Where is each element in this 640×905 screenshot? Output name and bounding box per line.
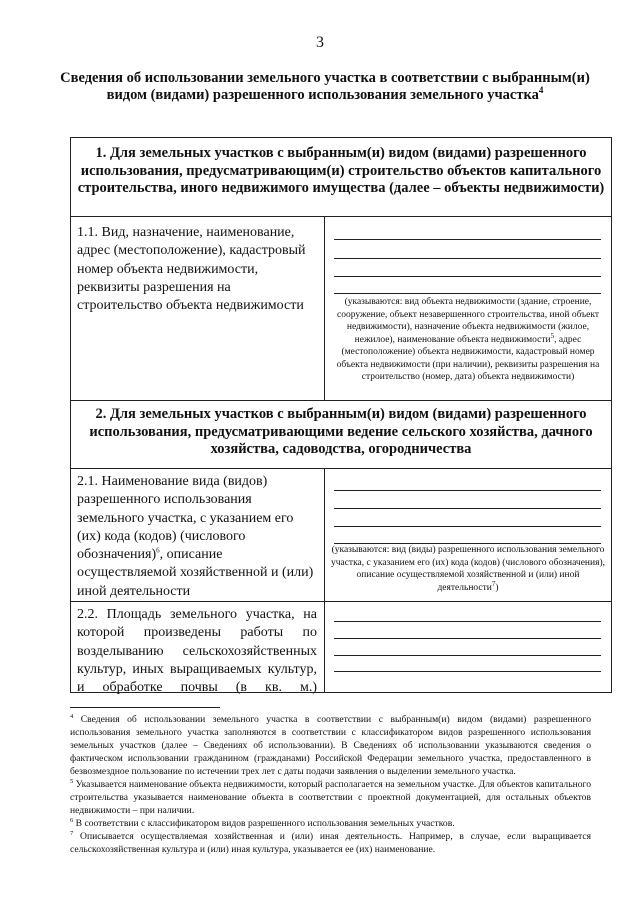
title-footnote-ref: 4: [538, 85, 544, 96]
item-1-1-hint: [329, 296, 607, 384]
item-2-1-bottom-divider: [71, 601, 611, 602]
footnote-5-text: Указывается наименование объекта недвижимости, который располагается на земельном участке. Для объектов капитального строительства указывается наименование объекта в соответствии с проектной документацией, для остальных объектов недвижимости – при наличии.: [70, 779, 591, 816]
hint-2-1-part1: (указываются: вид (виды) разрешенного использования земельного участка, с указанием его (их) кода (кодов) (числового обозначения), описание осуществляемой хозяйственной и (или) иной деятельности: [330, 545, 606, 593]
input-line-2-2-c[interactable]: [334, 655, 601, 656]
label-2-1-ref: 6: [156, 546, 160, 555]
section1-bottom-divider: [71, 400, 611, 401]
footnote-6: [70, 817, 591, 830]
item-2-2-label: 2.2. Площадь земельного участка, на которой произведены работы по возделыванию сельскохозяйственных культур, иных выращиваемых культур, и обработке почвы (в кв. м.): [77, 607, 317, 696]
section2-heading-divider: [71, 468, 611, 469]
footnote-6-text: В соответствии с классификатором видов разрешенного использования земельных участков.: [75, 818, 455, 829]
footnotes: [70, 713, 591, 856]
column-divider-2: [324, 468, 325, 692]
footnote-4-text: Сведения об использовании земельного участка в соответствии с выбранным(и) видом (видами) разрешенного использования земельного участка заполняются в соответствии с классификатором видов разрешенного использования земельных участков (далее – Сведениях об использовании). В Сведениях об использовании указываются сведения о фактическом использовании гражданином (гражданами) Российской Федерации земельного участка, предоставленного в безвозмездное пользование по истечении трех лет с даты подачи заявления о выделении земельного участка.: [70, 714, 591, 777]
label-2-1-part2: , описание осуществляемой хозяйственной и (или) иной деятельности: [77, 547, 314, 599]
footnote-7-ref: 7: [70, 829, 74, 837]
title-text: Сведения об использовании земельного участка в соответствии с выбранным(и) видом (видами) разрешенного использования земельного участка: [60, 70, 590, 103]
input-line-2-2-a[interactable]: [334, 621, 601, 622]
section2-heading: 2. Для земельных участков с выбранным(и) видом (видами) разрешенного использования, предусматривающими ведение сельского хозяйства, дачного хозяйства, садоводства, огородничества: [89, 406, 593, 457]
footnote-separator: [70, 707, 220, 708]
hint-1-1-part2: , адрес (местоположение) объекта недвижимости, кадастровый номер объекта недвижимости (при наличии), реквизиты разрешения на строительство (номер, дата) объекта недвижимости): [336, 334, 600, 382]
item-1-1-label: 1.1. Вид, назначение, наименование, адрес (местоположение), кадастровый номер объекта недвижимости, реквизиты разрешения на строительство объекта недвижимости: [77, 225, 306, 314]
input-line-2-1-b[interactable]: [334, 508, 601, 509]
footnote-7-text: Описывается осуществляемая хозяйственная и (или) иная деятельность. Например, в случае, если выращивается сельскохозяйственная культура и (или) иная культура, указывается ее (их) наименование.: [70, 831, 591, 855]
label-2-1-part1: 2.1. Наименование вида (видов) разрешенного использования земельного участка, с указанием его (их) кода (кодов) (числового обозначения): [77, 474, 294, 563]
input-line-1-1-b[interactable]: [334, 258, 601, 259]
item-2-1-hint: [329, 544, 607, 594]
footnote-4: [70, 713, 591, 778]
document-title: [60, 70, 590, 104]
hint-1-1-ref: 5: [550, 331, 555, 340]
input-line-2-1-c[interactable]: [334, 526, 601, 527]
footnote-7: [70, 830, 591, 856]
hint-2-1-ref: 7: [491, 579, 496, 588]
hint-1-1-part1: (указываются: вид объекта недвижимости (здание, строение, сооружение, объект незавершенного строительства, иной объект недвижимости), назначение объекта недвижимости (жилое, нежилое), наименование объекта недвижимости: [337, 297, 599, 345]
column-divider-1: [324, 216, 325, 400]
form-table: [70, 137, 612, 696]
footnote-5: [70, 778, 591, 817]
hint-2-1-part2: ): [495, 582, 499, 593]
input-line-1-1-c[interactable]: [334, 276, 601, 277]
input-line-2-2-b[interactable]: [334, 638, 601, 639]
footnote-5-ref: 5: [70, 777, 74, 785]
section1-heading: 1. Для земельных участков с выбранным(и) видом (видами) разрешенного использования, предусматривающим(и) строительство объектов капитального строительства, иного недвижимого имущества (далее – объекты недвижимости): [77, 145, 605, 196]
footnote-4-ref: 4: [70, 712, 74, 720]
input-line-1-1-d[interactable]: [334, 293, 601, 294]
input-line-2-1-a[interactable]: [334, 490, 601, 491]
footnote-6-ref: 6: [70, 816, 74, 824]
input-line-2-2-d[interactable]: [334, 671, 601, 672]
input-line-1-1-a[interactable]: [334, 239, 601, 240]
item-2-1-label: [77, 473, 317, 601]
page-number: 3: [316, 34, 324, 51]
section1-heading-divider: [71, 216, 611, 217]
